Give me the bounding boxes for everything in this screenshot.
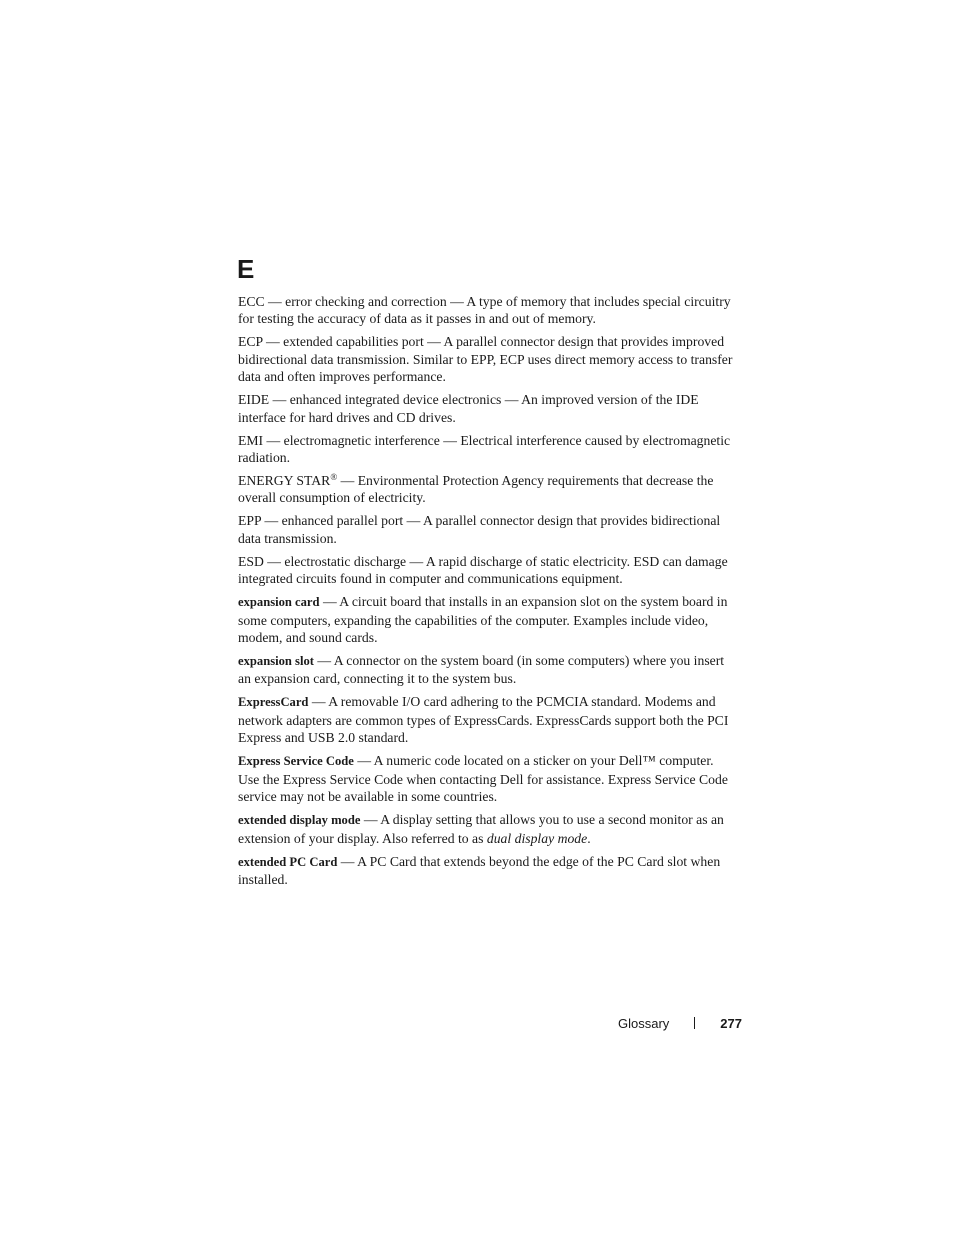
glossary-entry-expansion-card: [238, 593, 738, 646]
glossary-term: Express Service Code: [238, 754, 354, 769]
section-letter: E: [237, 254, 255, 284]
glossary-entry-eide: [238, 391, 738, 426]
glossary-term: EIDE: [238, 392, 270, 408]
footer-section-label: Glossary: [618, 1016, 670, 1031]
glossary-definition: — electrostatic discharge — A rapid discharge of static electricity. ESD can damage integrated circuits found in computer and communications equipment.: [238, 553, 728, 587]
glossary-term: ECP: [238, 334, 263, 350]
glossary-term: ExpressCard: [238, 695, 309, 710]
glossary-definition: — enhanced integrated device electronics — An improved version of the IDE interface for hard drives and CD drives.: [238, 392, 699, 425]
glossary-entry-ecc: [238, 293, 738, 328]
footer-divider: [694, 1017, 695, 1029]
glossary-definition: — A numeric code located on a sticker on your Dell™ computer. Use the Express Service Code when contacting Dell for assistance. Express Service Code service may not be available in some countries.: [238, 753, 728, 805]
glossary-entry-esd: [238, 553, 738, 588]
glossary-definition: — A circuit board that installs in an expansion slot on the system board in some computers, expanding the capabilities of the computer. Examples include video, modem, and sound cards.: [238, 594, 728, 646]
glossary-definition: — extended capabilities port — A parallel connector design that provides improved bidirectional data transmission. Similar to EPP, ECP uses direct memory access to transfer data and often improves performance.: [238, 334, 733, 385]
glossary-term: EMI: [238, 432, 264, 448]
glossary-entry-extended-display-mode: [238, 811, 738, 847]
glossary-term: extended PC Card: [238, 854, 338, 869]
glossary-definition: — A display setting that allows you to use a second monitor as an extension of your display. Also referred to as: [238, 812, 724, 846]
glossary-term: EPP: [238, 513, 262, 529]
glossary-entry-expansion-slot: [238, 652, 738, 688]
glossary-definition: — enhanced parallel port — A parallel connector design that provides bidirectional data transmission.: [238, 513, 721, 546]
glossary-definition: — A PC Card that extends beyond the edge of the PC Card slot when installed.: [238, 853, 721, 887]
glossary-definition: — Environmental Protection Agency requirements that decrease the overall consumption of electricity.: [238, 473, 714, 506]
page-number: 277: [720, 1016, 742, 1031]
glossary-term: expansion card: [238, 595, 320, 610]
glossary-definition-end: .: [587, 830, 591, 846]
glossary-term: ESD: [238, 553, 264, 569]
glossary-entry-emi: [238, 432, 738, 467]
glossary-entry-ecp: [238, 333, 738, 385]
glossary-term: ECC: [238, 294, 265, 309]
glossary-definition: — A connector on the system board (in some computers) where you insert an expansion card, connecting it to the system bus.: [238, 653, 725, 687]
glossary-list: [238, 293, 738, 894]
page-footer: [618, 1015, 742, 1033]
glossary-entry-extended-pc-card: [238, 853, 738, 889]
glossary-term: expansion slot: [238, 654, 314, 669]
glossary-definition: — electromagnetic interference — Electrical interference caused by electromagnetic radiation.: [238, 432, 731, 466]
glossary-definition: — error checking and correction — A type of memory that includes special circuitry for testing the accuracy of data as it passes in and out of memory.: [238, 294, 731, 327]
glossary-entry-express-service-code: [238, 752, 738, 805]
registered-mark: ®: [330, 472, 338, 483]
glossary-entry-expresscard: [238, 693, 738, 746]
glossary-definition-emphasis: dual display mode: [486, 830, 588, 846]
glossary-entry-energy-star: [238, 472, 738, 507]
glossary-term: ENERGY STAR: [238, 473, 331, 489]
glossary-entry-epp: [238, 512, 738, 547]
glossary-term: extended display mode: [238, 813, 361, 828]
glossary-definition: — A removable I/O card adhering to the PCMCIA standard. Modems and network adapters are common types of ExpressCards. ExpressCards support both the PCI Express and USB 2.0 standard.: [238, 694, 729, 746]
